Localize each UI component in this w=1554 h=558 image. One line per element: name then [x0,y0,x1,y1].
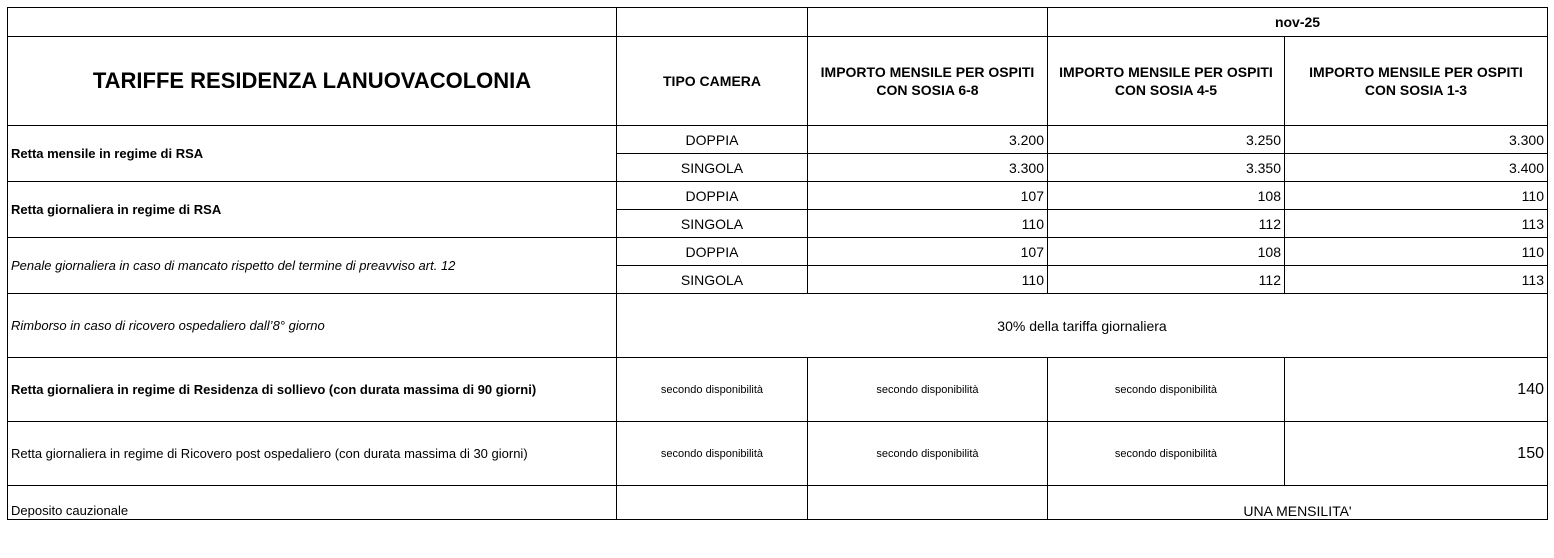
empty-cell [8,8,617,37]
empty-cell [808,8,1048,37]
tariff-sheet [7,7,1548,520]
value-cell: 3.400 [1285,154,1548,182]
table-row [8,126,1548,154]
rimborso-value: 30% della tariffa giornaliera [617,294,1548,358]
value-cell: 112 [1048,266,1285,294]
table-row [8,238,1548,266]
importo-4-5-line1: IMPORTO MENSILE PER OSPITI [1059,64,1273,80]
availability-cell: secondo disponibilità [808,358,1048,422]
availability-cell: secondo disponibilità [617,422,808,486]
value-cell: 110 [1285,182,1548,210]
empty-cell [617,8,808,37]
month-label: nov-25 [1048,8,1548,37]
value-cell: 107 [808,238,1048,266]
value-cell: 112 [1048,210,1285,238]
row-label: Rimborso in caso di ricovero ospedaliero dall’8° giorno [8,294,617,358]
page-title: TARIFFE RESIDENZA LANUOVACOLONIA [8,37,617,126]
value-cell: 113 [1285,210,1548,238]
value-cell: 108 [1048,182,1285,210]
deposito-value: UNA MENSILITA' [1048,486,1548,520]
value-cell: 3.300 [808,154,1048,182]
empty-cell [808,486,1048,520]
row-label: Deposito cauzionale [8,486,617,520]
table-row [8,422,1548,486]
value-cell: 108 [1048,238,1285,266]
value-cell: 140 [1285,358,1548,422]
availability-cell: secondo disponibilità [617,358,808,422]
row-label: Retta giornaliera in regime di Residenza di sollievo (con durata massima di 90 giorni) [8,358,617,422]
table-row [8,182,1548,210]
camera-type: SINGOLA [617,266,808,294]
tariff-table [7,7,1548,520]
value-cell: 3.200 [808,126,1048,154]
importo-4-5-line2: CON SOSIA 4-5 [1114,82,1218,98]
availability-cell: secondo disponibilità [1048,358,1285,422]
camera-type: DOPPIA [617,182,808,210]
importo-1-3-line2: CON SOSIA 1-3 [1364,82,1468,98]
value-cell: 3.250 [1048,126,1285,154]
camera-type: SINGOLA [617,210,808,238]
importo-1-3-header [1285,37,1548,126]
row-label: Retta giornaliera in regime di RSA [8,182,617,238]
importo-4-5-header [1048,37,1285,126]
table-row [8,486,1548,520]
header-row [8,37,1548,126]
value-cell: 150 [1285,422,1548,486]
table-row [8,358,1548,422]
camera-type: SINGOLA [617,154,808,182]
importo-1-3-line1: IMPORTO MENSILE PER OSPITI [1309,64,1523,80]
value-cell: 3.300 [1285,126,1548,154]
importo-6-8-line1: IMPORTO MENSILE PER OSPITI [820,64,1035,80]
camera-type: DOPPIA [617,238,808,266]
value-cell: 3.350 [1048,154,1285,182]
table-row [8,294,1548,358]
tipo-camera-header: TIPO CAMERA [617,37,808,126]
value-cell: 113 [1285,266,1548,294]
availability-cell: secondo disponibilità [808,422,1048,486]
importo-6-8-header [808,37,1048,126]
value-cell: 110 [808,210,1048,238]
row-label: Retta mensile in regime di RSA [8,126,617,182]
camera-type: DOPPIA [617,126,808,154]
row-label: Penale giornaliera in caso di mancato rispetto del termine di preavviso art. 12 [8,238,617,294]
empty-cell [617,486,808,520]
value-cell: 110 [1285,238,1548,266]
value-cell: 107 [808,182,1048,210]
value-cell: 110 [808,266,1048,294]
row-label: Retta giornaliera in regime di Ricovero post ospedaliero (con durata massima di 30 giorni) [8,422,617,486]
month-row [8,8,1548,37]
availability-cell: secondo disponibilità [1048,422,1285,486]
importo-6-8-line2: CON SOSIA 6-8 [876,82,979,98]
